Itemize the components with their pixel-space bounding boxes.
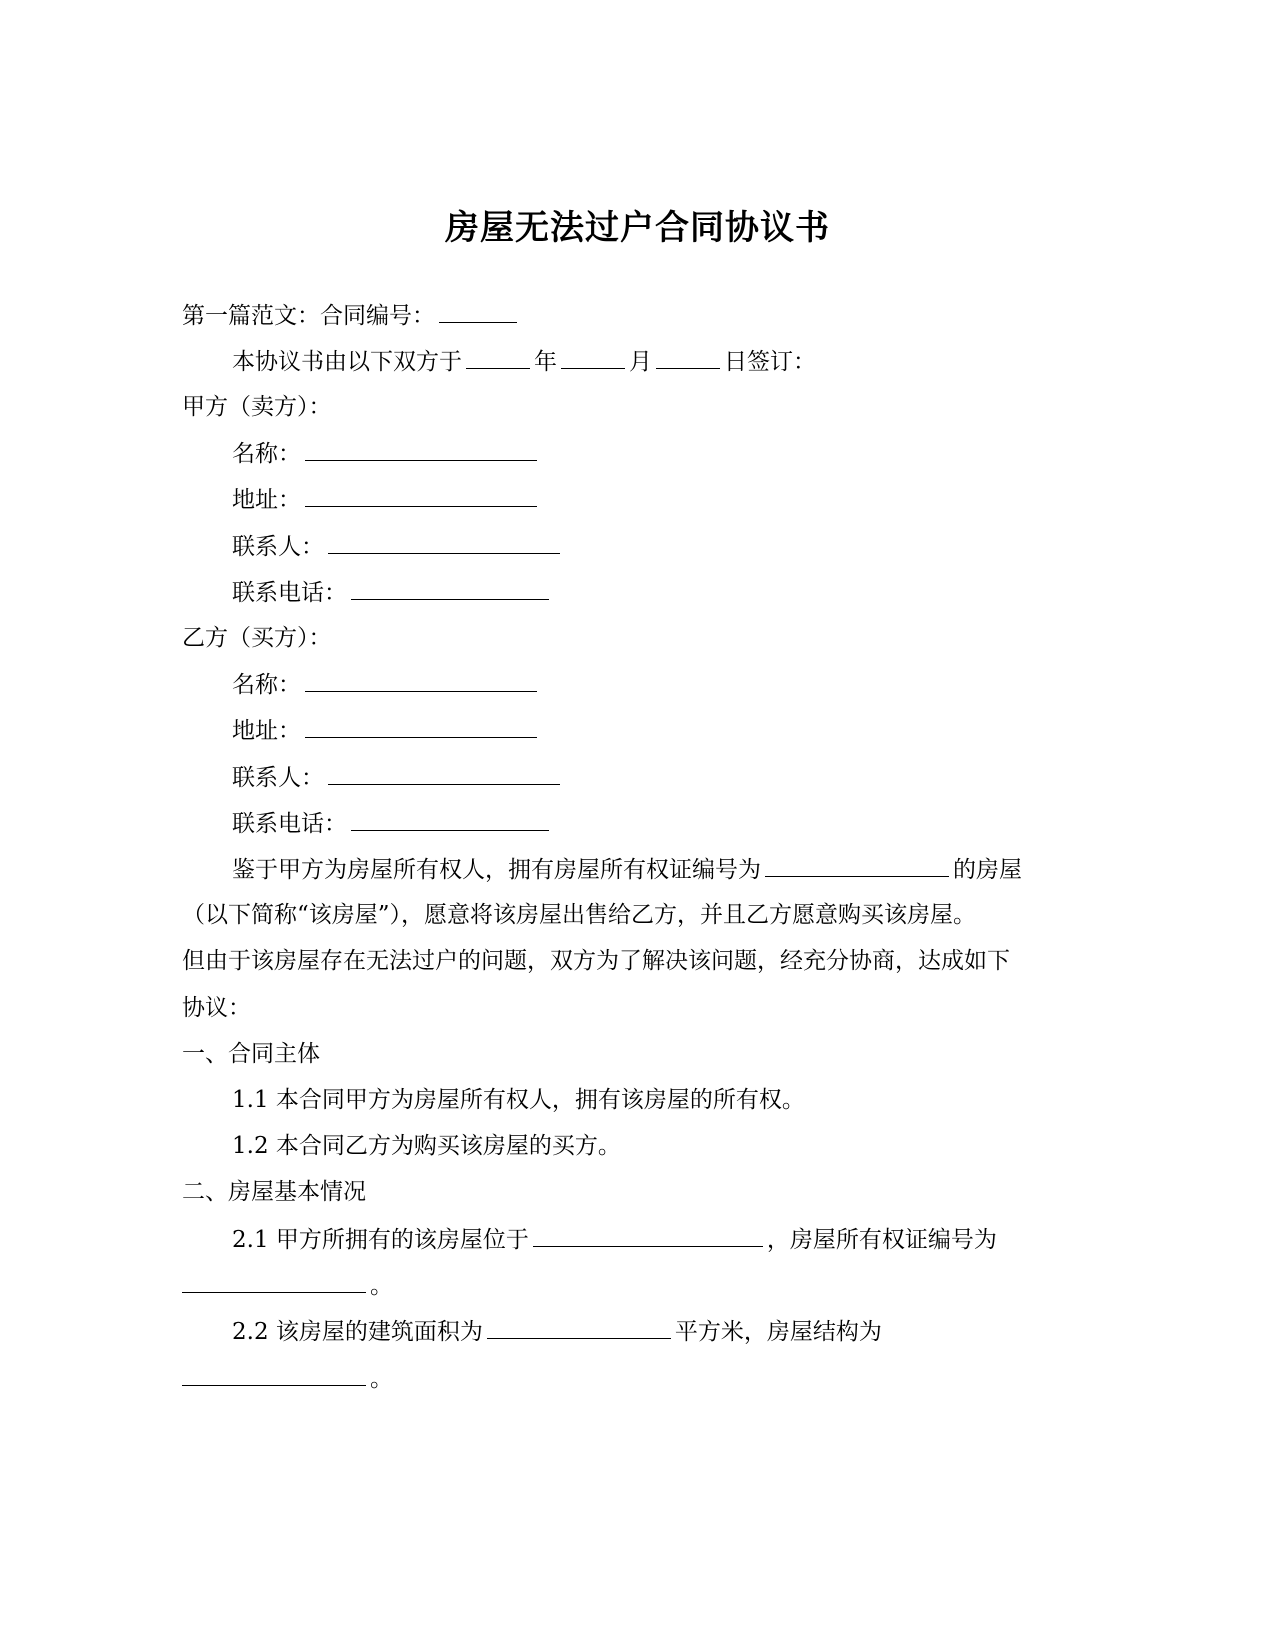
party-b-name-blank xyxy=(305,669,537,692)
party-a-contact-blank xyxy=(328,531,560,554)
whereas-suffix: 的房屋 xyxy=(953,857,1022,883)
clause-2-1-suffix: ，房屋所有权证编号为 xyxy=(766,1227,997,1253)
phone-label: 联系电话： xyxy=(232,811,347,837)
area-blank xyxy=(487,1316,671,1339)
party-a-contact-line xyxy=(232,531,1132,562)
day-label: 日签订： xyxy=(724,349,816,375)
phone-label: 联系电话： xyxy=(232,580,347,606)
header-label: 第一篇范文：合同编号： xyxy=(182,303,435,329)
party-b-name-line xyxy=(232,669,1132,700)
period: 。 xyxy=(370,1366,393,1392)
address-label: 地址： xyxy=(232,487,301,513)
address-label: 地址： xyxy=(232,718,301,744)
sign-date-line xyxy=(232,346,1132,377)
section-1-title: 一、合同主体 xyxy=(182,1041,320,1067)
party-b-phone-line xyxy=(232,808,1132,839)
party-b-contact-line xyxy=(232,762,1132,793)
clause-2-2-prefix: 2.2 该房屋的建筑面积为 xyxy=(232,1319,483,1345)
whereas-line-3: 但由于该房屋存在无法过户的问题，双方为了解决该问题，经充分协商，达成如下 xyxy=(182,948,1010,974)
clause-2-1 xyxy=(232,1224,1132,1255)
clause-1-2: 1.2 本合同乙方为购买该房屋的买方。 xyxy=(232,1133,621,1159)
party-a-name-line xyxy=(232,438,1132,469)
clause-2-1-continuation xyxy=(182,1270,1082,1301)
year-label: 年 xyxy=(534,349,557,375)
party-b-address-blank xyxy=(305,715,537,738)
day-blank xyxy=(656,346,720,369)
month-blank xyxy=(561,346,625,369)
party-b-contact-blank xyxy=(328,762,560,785)
certificate-number-blank xyxy=(182,1270,366,1293)
structure-blank xyxy=(182,1363,366,1386)
party-b-heading: 乙方（买方）： xyxy=(182,625,332,651)
party-a-address-line xyxy=(232,484,1132,515)
year-blank xyxy=(466,346,530,369)
document-title: 房屋无法过户合同协议书 xyxy=(445,208,830,248)
contract-number-line xyxy=(182,300,1082,331)
period: 。 xyxy=(370,1273,393,1299)
party-a-phone-line xyxy=(232,577,1132,608)
party-b-phone-blank xyxy=(351,808,549,831)
contact-label: 联系人： xyxy=(232,534,324,560)
month-label: 月 xyxy=(629,349,652,375)
party-a-heading: 甲方（卖方）： xyxy=(182,394,332,420)
section-2-title: 二、房屋基本情况 xyxy=(182,1179,366,1205)
party-b-address-line xyxy=(232,715,1132,746)
name-label: 名称： xyxy=(232,441,301,467)
whereas-line-1 xyxy=(232,854,1132,885)
whereas-line-2: （以下简称“该房屋”），愿意将该房屋出售给乙方，并且乙方愿意购买该房屋。 xyxy=(182,902,977,928)
party-a-name-blank xyxy=(305,438,537,461)
clause-1-1: 1.1 本合同甲方为房屋所有权人，拥有该房屋的所有权。 xyxy=(232,1087,805,1113)
contact-label: 联系人： xyxy=(232,765,324,791)
clause-2-1-prefix: 2.1 甲方所拥有的该房屋位于 xyxy=(232,1227,529,1253)
clause-2-2-suffix: 平方米，房屋结构为 xyxy=(674,1319,882,1345)
party-a-phone-blank xyxy=(351,577,549,600)
contract-number-blank xyxy=(439,300,517,323)
party-a-address-blank xyxy=(305,484,537,507)
whereas-prefix: 鉴于甲方为房屋所有权人，拥有房屋所有权证编号为 xyxy=(232,857,761,883)
clause-2-2 xyxy=(232,1316,1132,1347)
location-blank xyxy=(533,1224,763,1247)
sign-prefix: 本协议书由以下双方于 xyxy=(232,349,462,375)
certificate-number-blank xyxy=(765,854,949,877)
whereas-line-4: 协议： xyxy=(182,995,251,1021)
name-label: 名称： xyxy=(232,672,301,698)
clause-2-2-continuation xyxy=(182,1363,1082,1394)
